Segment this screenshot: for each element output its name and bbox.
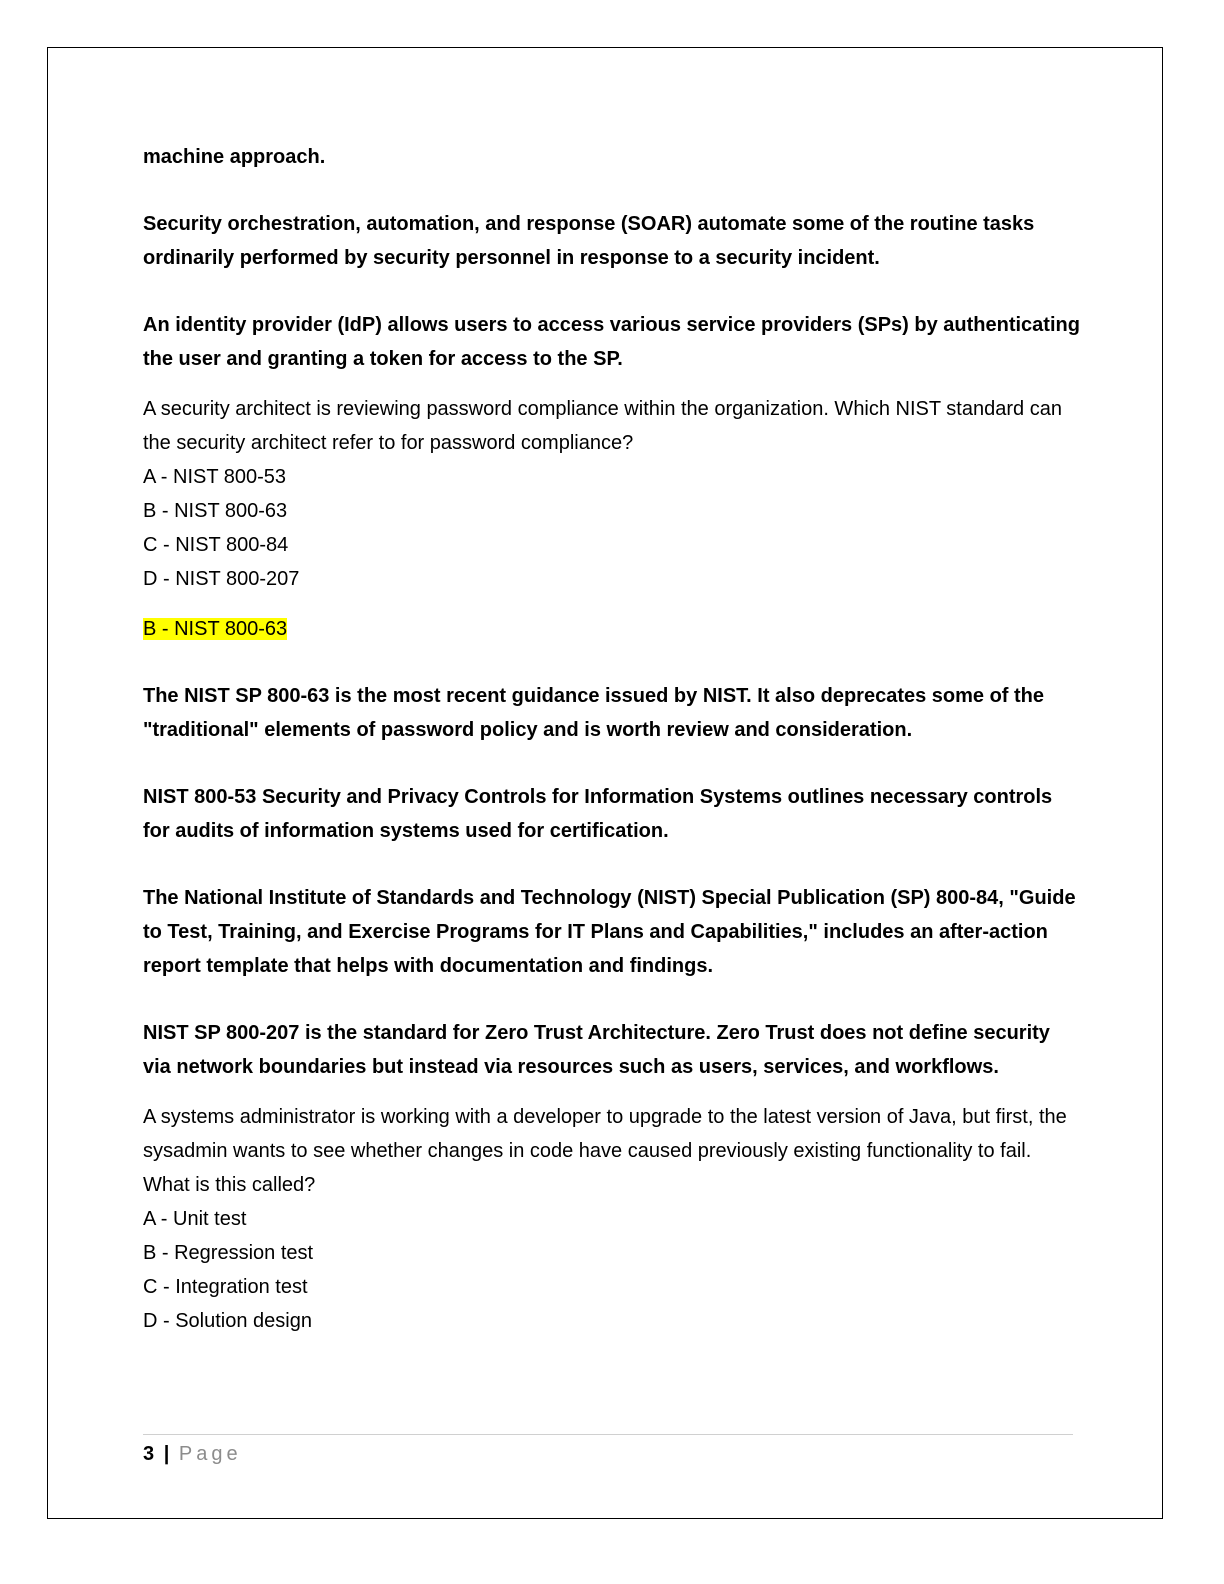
paragraph-machine-approach: machine approach. bbox=[143, 146, 326, 168]
question-1-option-d: D - NIST 800-207 bbox=[143, 568, 300, 590]
explanation-800-53: NIST 800-53 Security and Privacy Controls for Information Systems outlines necessary controls for audits of information systems used for certification. bbox=[143, 786, 1053, 842]
paragraph-soar: Security orchestration, automation, and response (SOAR) automate some of the routine tasks ordinarily performed by security personnel in response to a security incident. bbox=[143, 213, 1035, 269]
question-1-option-a: A - NIST 800-53 bbox=[143, 466, 287, 488]
page-footer bbox=[143, 1434, 1073, 1469]
answer-1-highlight: B - NIST 800-63 bbox=[143, 618, 288, 640]
footer-separator: | bbox=[163, 1443, 170, 1465]
page-label: Page bbox=[178, 1443, 242, 1465]
explanation-800-84: The National Institute of Standards and Technology (NIST) Special Publication (SP) 800-84, "Guide to Test, Training, and Exercise Programs for IT Plans and Capabilities," includes an after-action report template that helps with documentation and findings. bbox=[143, 887, 1076, 977]
explanation-800-207: NIST SP 800-207 is the standard for Zero Trust Architecture. Zero Trust does not define security via network boundaries but instead via resources such as users, services, and workflows. bbox=[143, 1022, 1050, 1078]
question-1-option-c: C - NIST 800-84 bbox=[143, 534, 289, 556]
page-content bbox=[143, 140, 1083, 1338]
question-1-option-b: B - NIST 800-63 bbox=[143, 500, 288, 522]
question-2-option-a: A - Unit test bbox=[143, 1208, 247, 1230]
answer-1 bbox=[143, 612, 1083, 646]
question-2-option-d: D - Solution design bbox=[143, 1310, 312, 1332]
question-1-options bbox=[143, 460, 1083, 596]
question-2-option-b: B - Regression test bbox=[143, 1242, 314, 1264]
page-number: 3 bbox=[143, 1443, 155, 1465]
explanation-800-63: The NIST SP 800-63 is the most recent guidance issued by NIST. It also deprecates some of the "traditional" elements of password policy and is worth review and consideration. bbox=[143, 685, 1045, 741]
question-2-options bbox=[143, 1202, 1083, 1338]
question-1: A security architect is reviewing password compliance within the organization. Which NIST standard can the security architect refer to for password compliance? bbox=[143, 398, 1062, 454]
question-2-option-c: C - Integration test bbox=[143, 1276, 308, 1298]
paragraph-idp: An identity provider (IdP) allows users to access various service providers (SPs) by authenticating the user and granting a token for access to the SP. bbox=[143, 314, 1080, 370]
question-2: A systems administrator is working with a developer to upgrade to the latest version of Java, but first, the sysadmin wants to see whether changes in code have caused previously existing functionality to fail. What is this called? bbox=[143, 1106, 1067, 1196]
